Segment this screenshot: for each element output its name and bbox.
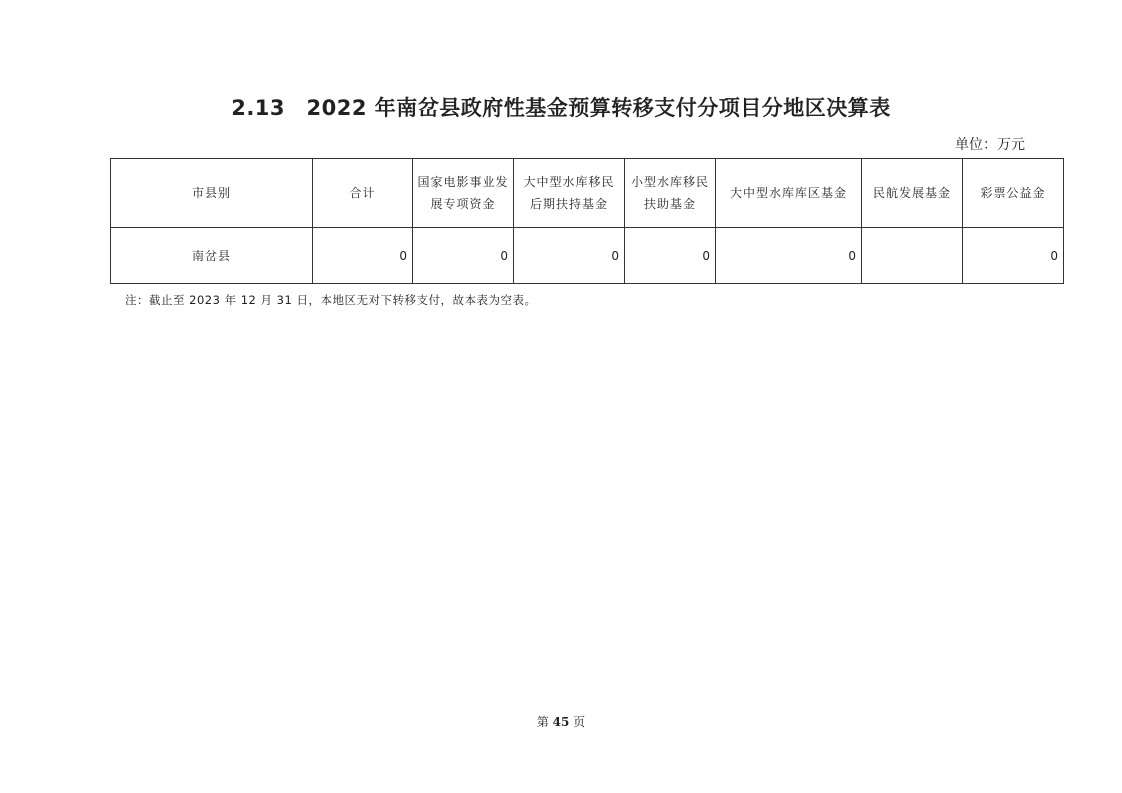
transfer-payment-table	[110, 158, 1064, 284]
page-number-prefix: 第	[536, 715, 549, 729]
cell-reservoir-area-fund: 0	[716, 228, 862, 284]
unit-label: 单位：万元	[955, 137, 1025, 153]
column-header-region: 市县别	[111, 159, 313, 228]
table-row	[111, 228, 1064, 284]
cell-region: 南岔县	[111, 228, 313, 284]
cell-total: 0	[313, 228, 413, 284]
cell-large-reservoir-resettlement-fund: 0	[514, 228, 625, 284]
cell-civil-aviation-fund	[862, 228, 963, 284]
column-header-large-reservoir-resettlement-fund: 大中型水库移民后期扶持基金	[514, 159, 625, 228]
page-footer	[0, 713, 1122, 730]
column-header-reservoir-area-fund: 大中型水库库区基金	[716, 159, 862, 228]
table-note: 注：截止至 2023 年 12 月 31 日，本地区无对下转移支付，故本表为空表。	[125, 293, 537, 307]
column-header-total: 合计	[313, 159, 413, 228]
cell-lottery-fund: 0	[963, 228, 1064, 284]
page-number-suffix: 页	[573, 715, 586, 729]
page-number: 45	[552, 715, 570, 729]
cell-small-reservoir-resettlement-fund: 0	[625, 228, 716, 284]
column-header-civil-aviation-fund: 民航发展基金	[862, 159, 963, 228]
column-header-film-fund: 国家电影事业发展专项资金	[413, 159, 514, 228]
column-header-lottery-fund: 彩票公益金	[963, 159, 1064, 228]
column-header-small-reservoir-resettlement-fund: 小型水库移民扶助基金	[625, 159, 716, 228]
cell-film-fund: 0	[413, 228, 514, 284]
page-title: 2.13 2022 年南岔县政府性基金预算转移支付分项目分地区决算表	[231, 96, 891, 120]
table-header-row	[111, 159, 1064, 228]
